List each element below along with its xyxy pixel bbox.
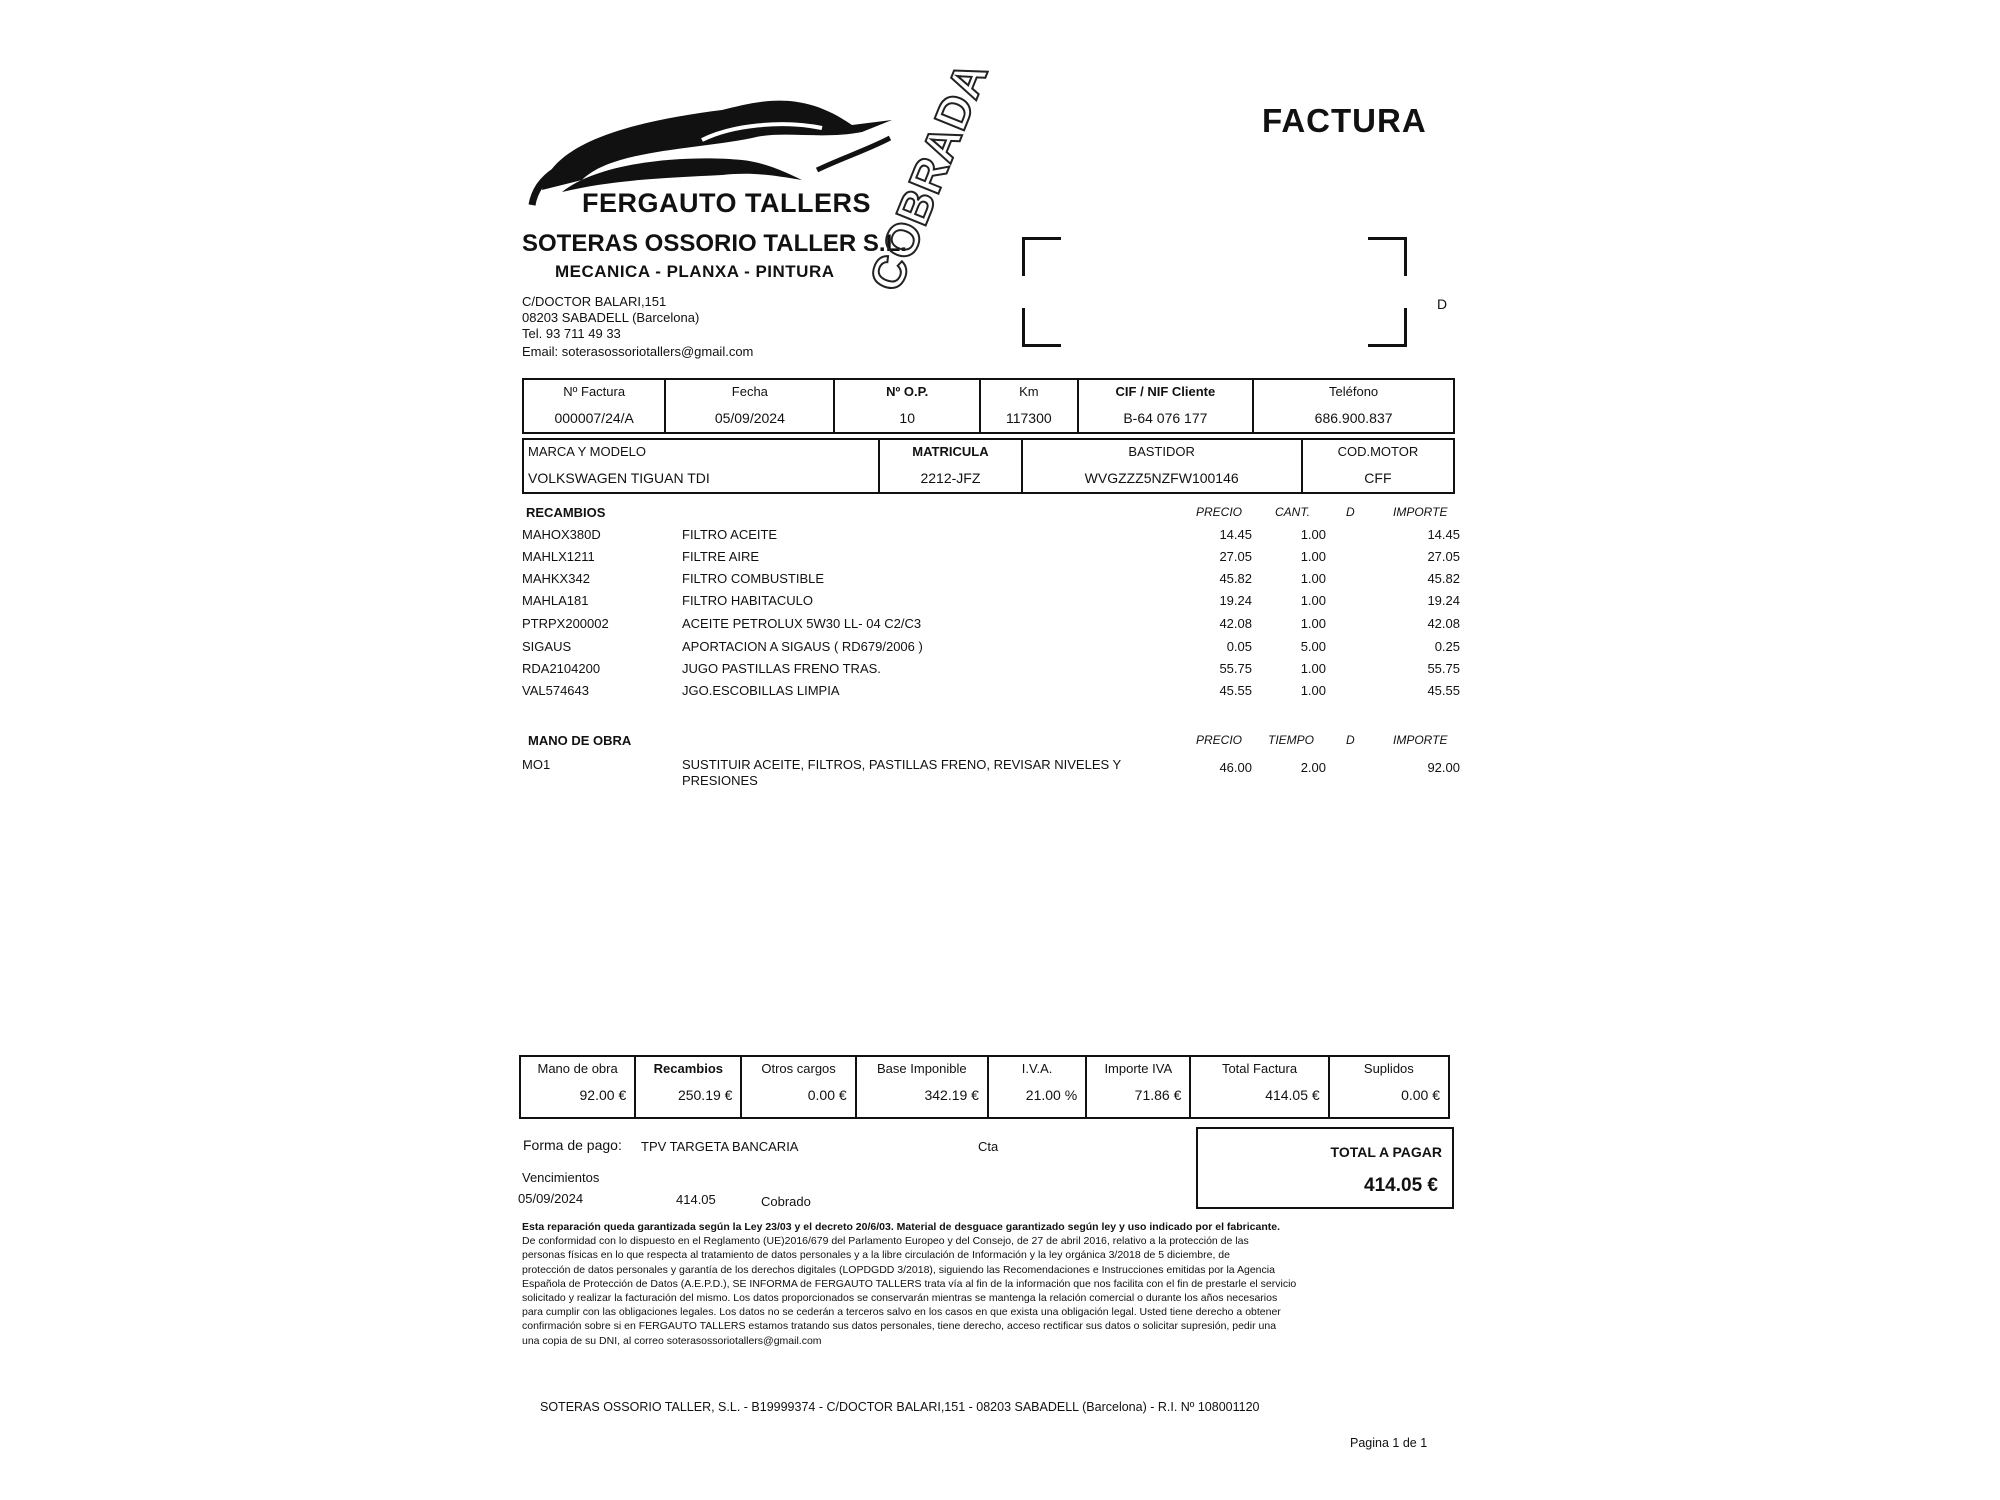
part-qty: 1.00 <box>1300 661 1326 676</box>
part-price: 45.55 <box>1219 683 1252 698</box>
engine-code-cell: COD.MOTOR CFF <box>1302 439 1454 493</box>
corner-mark <box>1368 237 1407 276</box>
part-price: 55.75 <box>1219 661 1252 676</box>
company-phone: Tel. 93 711 49 33 <box>522 326 621 341</box>
payment-method-label: Forma de pago: <box>523 1137 622 1153</box>
due-date: 05/09/2024 <box>518 1191 584 1206</box>
part-code: MAHLX1211 <box>522 549 595 564</box>
invoice-info-table <box>522 378 1455 434</box>
company-address: C/DOCTOR BALARI,151 <box>522 294 667 309</box>
company-email: Email: soterasossoriotallers@gmail.com <box>522 344 754 359</box>
legal-line: solicitado y realizar la facturación del mismo. Los datos proporcionados se conservarán mientras se mantenga la relación comercial o durante los años necesarios <box>522 1292 1278 1305</box>
legal-line: Esta reparación queda garantizada según la Ley 23/03 y el decreto 20/6/03. Material de desguace garantizado según ley y uso indicado por el fabricante. <box>522 1221 1281 1233</box>
account-label: Cta <box>978 1139 999 1154</box>
tax-base-cell: Base Imponible 342.19 € <box>856 1056 988 1118</box>
other-charges-cell: Otros cargos 0.00 € <box>741 1056 855 1118</box>
total-to-pay-label: TOTAL A PAGAR <box>1330 1144 1442 1160</box>
part-amount: 45.55 <box>1427 683 1460 698</box>
paid-stamp: COBRADA <box>858 53 998 298</box>
part-desc: FILTRE AIRE <box>682 549 760 564</box>
labor-col-price: PRECIO <box>1196 733 1243 747</box>
part-price: 14.45 <box>1219 527 1252 542</box>
part-qty: 5.00 <box>1300 639 1326 654</box>
part-amount: 0.25 <box>1434 639 1460 654</box>
part-desc: FILTRO COMBUSTIBLE <box>682 571 825 586</box>
part-price: 27.05 <box>1219 549 1252 564</box>
part-code: RDA2104200 <box>522 661 601 676</box>
total-to-pay-box <box>1196 1127 1454 1209</box>
plate-cell: MATRICULA 2212-JFZ <box>879 439 1021 493</box>
labor-col-time: TIEMPO <box>1268 733 1315 747</box>
part-desc: FILTRO HABITACULO <box>682 593 813 608</box>
client-address-box <box>1022 237 1407 347</box>
labor-amount: 92.00 <box>1427 760 1460 775</box>
labor-code: MO1 <box>522 757 551 772</box>
part-code: MAHLA181 <box>522 593 589 608</box>
legal-line: personas físicas en lo que respecta al tratamiento de datos personales y a la libre circulación de Información y la ley orgánica 3/2018 de 5 diciembre, de <box>522 1249 1230 1262</box>
client-phone-cell: Teléfono 686.900.837 <box>1253 379 1454 433</box>
legal-line: para cumplir con las obligaciones legales. Los datos no se cederán a terceros salvo en los casos en que exista una obligación legal. Usted tiene derecho a obtener <box>522 1306 1281 1319</box>
part-desc: APORTACION A SIGAUS ( RD679/2006 ) <box>682 639 923 654</box>
total-labor-cell: Mano de obra 92.00 € <box>520 1056 635 1118</box>
due-amount: 414.05 <box>676 1192 716 1207</box>
part-desc: JGO.ESCOBILLAS LIMPIA <box>682 683 840 698</box>
legal-line: De conformidad con lo dispuesto en el Reglamento (UE)2016/679 del Parlamento Europeo y del Consejo, de 27 de abril 2016, relativo a la protección de las <box>522 1235 1249 1248</box>
document-title: FACTURA <box>1262 102 1427 139</box>
part-desc: JUGO PASTILLAS FRENO TRAS. <box>682 661 881 676</box>
part-qty: 1.00 <box>1300 616 1326 631</box>
part-qty: 1.00 <box>1300 683 1326 698</box>
invoice-date-cell: Fecha 05/09/2024 <box>665 379 834 433</box>
part-qty: 1.00 <box>1300 549 1326 564</box>
parts-col-amount: IMPORTE <box>1393 505 1448 519</box>
company-name: SOTERAS OSSORIO TALLER S.L. <box>522 230 907 257</box>
vehicle-table <box>522 438 1455 494</box>
labor-time: 2.00 <box>1300 760 1326 775</box>
totals-table <box>519 1055 1450 1119</box>
legal-line: confirmación sobre si en FERGAUTO TALLERS estamos tratando sus datos personales, tiene derecho, acceso rectificar sus datos o solicitar supresión, pedir una <box>522 1320 1277 1333</box>
invoice-total-cell: Total Factura 414.05 € <box>1190 1056 1328 1118</box>
legal-line: Española de Protección de Datos (A.E.P.D.), SE INFORMA de FERGAUTO TALLERS trata vía al fin de la información que nos facilita con el fin de prestarle el servicio <box>522 1277 1297 1290</box>
parts-col-discount: D <box>1346 505 1355 519</box>
legal-notice <box>522 1220 1452 1348</box>
part-amount: 45.82 <box>1427 571 1460 586</box>
part-code: MAHKX342 <box>522 571 590 586</box>
vat-amount-cell: Importe IVA 71.86 € <box>1086 1056 1190 1118</box>
company-services: MECANICA - PLANXA - PINTURA <box>555 262 835 281</box>
labor-desc: SUSTITUIR ACEITE, FILTROS, PASTILLAS FRENO, REVISAR NIVELES Y <box>682 757 1122 772</box>
vehicle-model-cell: MARCA Y MODELO VOLKSWAGEN TIGUAN TDI <box>523 439 879 493</box>
part-price: 45.82 <box>1219 571 1252 586</box>
supplied-cell: Suplidos 0.00 € <box>1329 1056 1449 1118</box>
op-number-cell: Nº O.P. 10 <box>834 379 980 433</box>
part-amount: 14.45 <box>1427 527 1460 542</box>
labor-section-title: MANO DE OBRA <box>528 733 632 748</box>
parts-col-price: PRECIO <box>1196 505 1243 519</box>
part-code: SIGAUS <box>522 639 572 654</box>
part-price: 19.24 <box>1219 593 1252 608</box>
part-amount: 27.05 <box>1427 549 1460 564</box>
part-code: VAL574643 <box>522 683 589 698</box>
legal-line: protección de datos personales y garantía de los derechos digitales (LOPDGDD 3/2018), siguiendo las Recomendaciones e Instrucciones emitidas por la Agencia <box>522 1263 1275 1276</box>
corner-mark <box>1022 308 1061 347</box>
brand-name: FERGAUTO TALLERS <box>582 188 871 218</box>
part-desc: FILTRO ACEITE <box>682 527 778 542</box>
part-amount: 55.75 <box>1427 661 1460 676</box>
total-parts-cell: Recambios 250.19 € <box>635 1056 741 1118</box>
part-code: PTRPX200002 <box>522 616 609 631</box>
total-to-pay-value: 414.05 € <box>1364 1175 1438 1196</box>
part-code: MAHOX380D <box>522 527 601 542</box>
page-number: Pagina 1 de 1 <box>1350 1436 1428 1450</box>
part-price: 0.05 <box>1226 639 1252 654</box>
part-amount: 19.24 <box>1427 593 1460 608</box>
part-qty: 1.00 <box>1300 527 1326 542</box>
corner-mark <box>1368 308 1407 347</box>
part-price: 42.08 <box>1219 616 1252 631</box>
client-mark: D <box>1437 296 1448 312</box>
parts-col-qty: CANT. <box>1275 505 1310 519</box>
company-footer: SOTERAS OSSORIO TALLER, S.L. - B19999374 - C/DOCTOR BALARI,151 - 08203 SABADELL (Barcelona) - R.I. Nº 108001120 <box>540 1400 1260 1414</box>
company-city: 08203 SABADELL (Barcelona) <box>522 310 700 325</box>
labor-col-amount: IMPORTE <box>1393 733 1448 747</box>
due-dates-label: Vencimientos <box>522 1170 600 1185</box>
parts-section-title: RECAMBIOS <box>526 505 606 520</box>
payment-method: TPV TARGETA BANCARIA <box>641 1139 799 1154</box>
corner-mark <box>1022 237 1061 276</box>
labor-price: 46.00 <box>1219 760 1252 775</box>
part-qty: 1.00 <box>1300 593 1326 608</box>
part-desc: ACEITE PETROLUX 5W30 LL- 04 C2/C3 <box>682 616 922 631</box>
labor-col-discount: D <box>1346 733 1355 747</box>
invoice-number-cell: Nº Factura 000007/24/A <box>523 379 665 433</box>
km-cell: Km 117300 <box>980 379 1077 433</box>
part-qty: 1.00 <box>1300 571 1326 586</box>
vat-rate-cell: I.V.A. 21.00 % <box>988 1056 1086 1118</box>
due-status: Cobrado <box>761 1194 811 1209</box>
labor-desc-continued: PRESIONES <box>682 773 758 788</box>
chassis-cell: BASTIDOR WVGZZZ5NZFW100146 <box>1022 439 1302 493</box>
part-amount: 42.08 <box>1427 616 1460 631</box>
client-cif-cell: CIF / NIF Cliente B-64 076 177 <box>1078 379 1254 433</box>
legal-line: una copia de su DNI, al correo soterasossoriotallers@gmail.com <box>522 1334 822 1347</box>
